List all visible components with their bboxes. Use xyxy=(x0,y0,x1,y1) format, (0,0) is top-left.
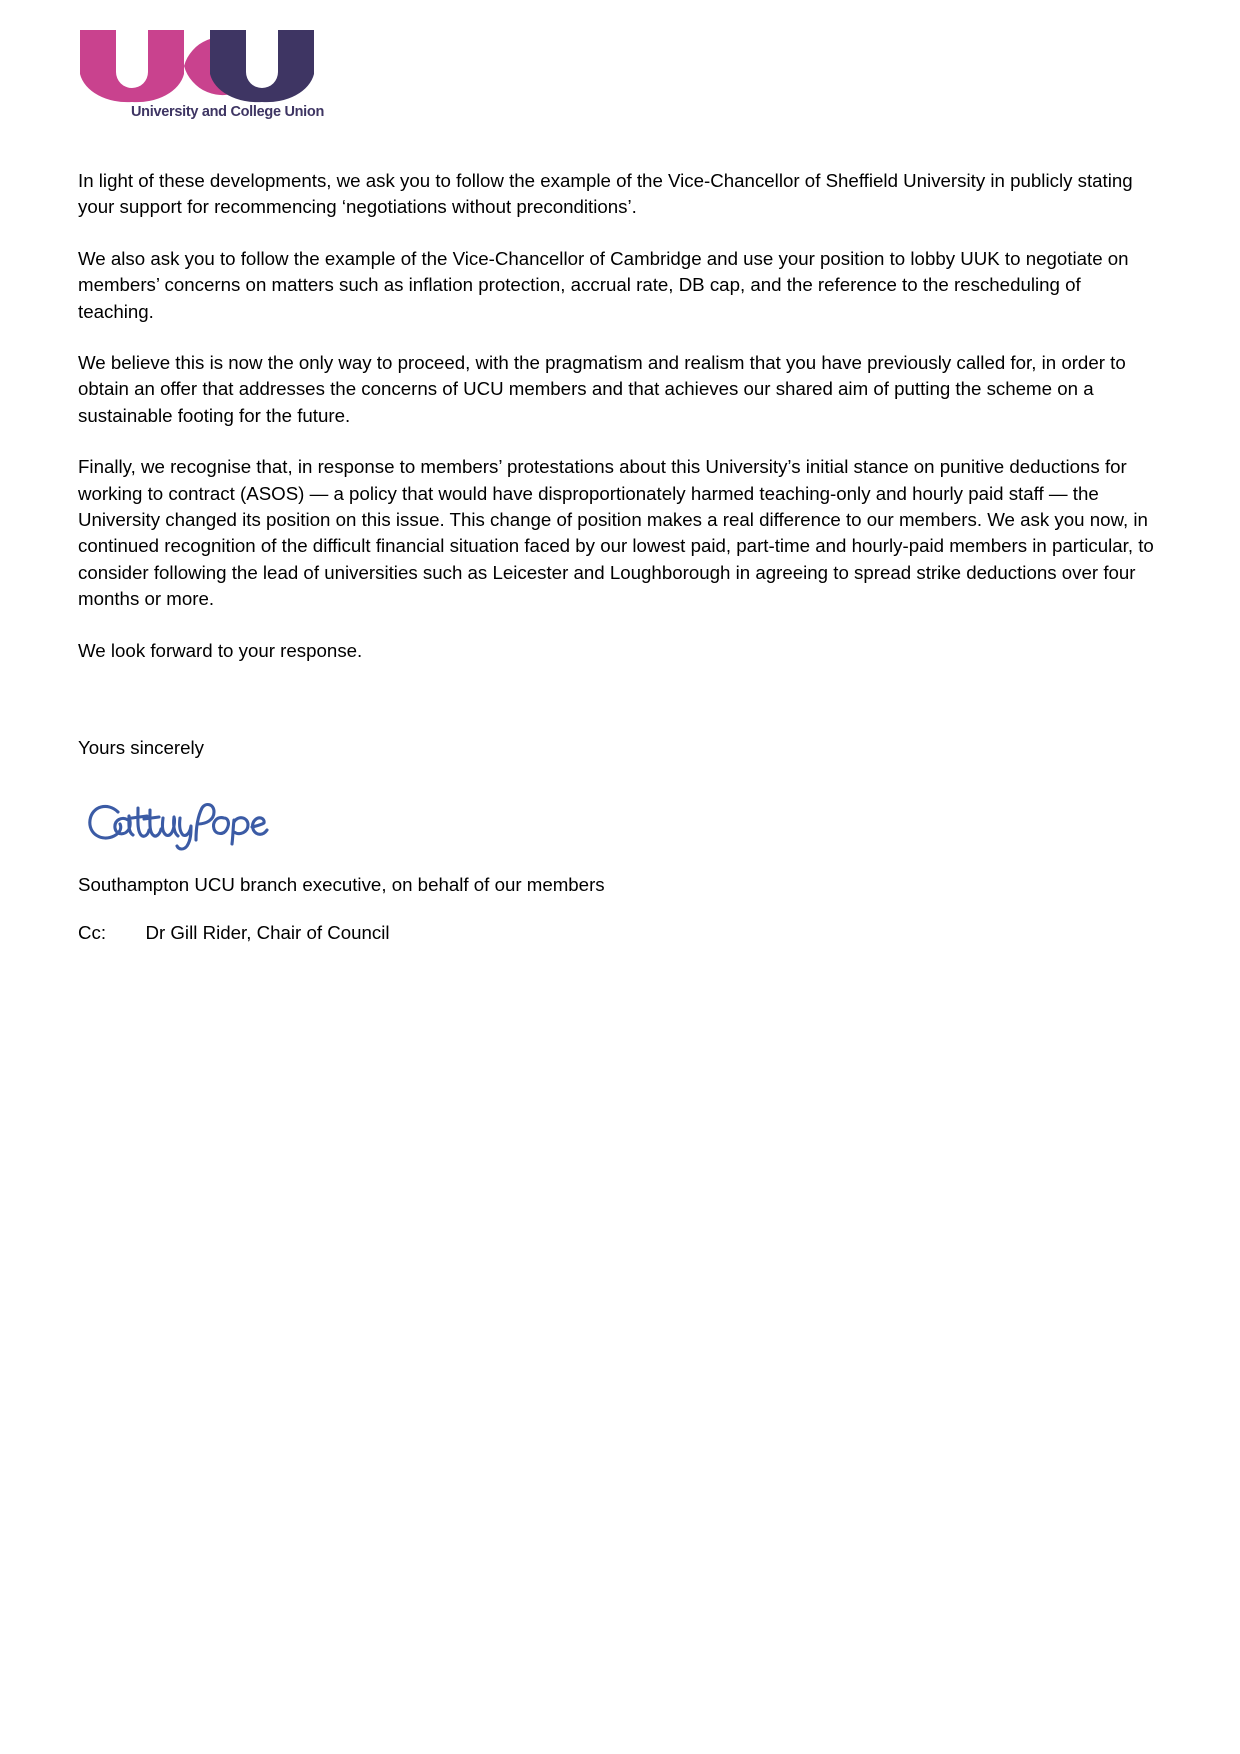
signatory-spacer xyxy=(78,858,1160,872)
paragraph-1: In light of these developments, we ask you to follow the example of the Vice-Chancellor of Sheffield University in publicly stating your support for recommencing ‘negotiations without preconditions’. xyxy=(78,170,1133,218)
closing-spacer xyxy=(78,689,1160,735)
paragraph-3: We believe this is now the only way to proceed, with the pragmatism and realism that you have previously called for, in order to obtain an offer that addresses the concerns of UCU members and that achieves our shared aim of putting the scheme on a sustainable footing for the future. xyxy=(78,352,1126,426)
valediction: Yours sincerely xyxy=(78,737,205,759)
logo-tagline: University and College Union xyxy=(131,104,325,120)
letter-body xyxy=(78,168,1160,946)
cc-spacer xyxy=(78,898,1160,920)
letterhead xyxy=(78,28,325,128)
signature-spacer xyxy=(78,762,1160,792)
paragraph-2: We also ask you to follow the example of the Vice-Chancellor of Cambridge and use your position to lobby UUK to negotiate on members’ concerns on matters such as inflation protection, accrual rate, DB cap, and the reference to the rescheduling of teaching. xyxy=(78,247,1129,322)
cc-line: Cc: Dr Gill Rider, Chair of Council xyxy=(78,921,390,943)
signature-image xyxy=(84,796,1160,858)
signatory-line: Southampton UCU branch executive, on behalf of our members xyxy=(78,873,605,895)
paragraph-5: We look forward to your response. xyxy=(78,639,363,661)
paragraph-4: Finally, we recognise that, in response to members’ protestations about this University’s initial stance on punitive deductions for working to contract (ASOS) — a policy that would have disproportionately harmed teaching-only and hourly paid staff — the University changed its position on this issue. This change of position makes a real difference to our members. We ask you now, in continued recognition of the difficult financial situation faced by our lowest paid, part-time and hourly-paid members in particular, to consider following the lead of universities such as Leicester and Loughborough in agreeing to spread strike deductions over four months or more. xyxy=(78,456,1154,610)
ucu-logo-icon xyxy=(78,28,318,104)
